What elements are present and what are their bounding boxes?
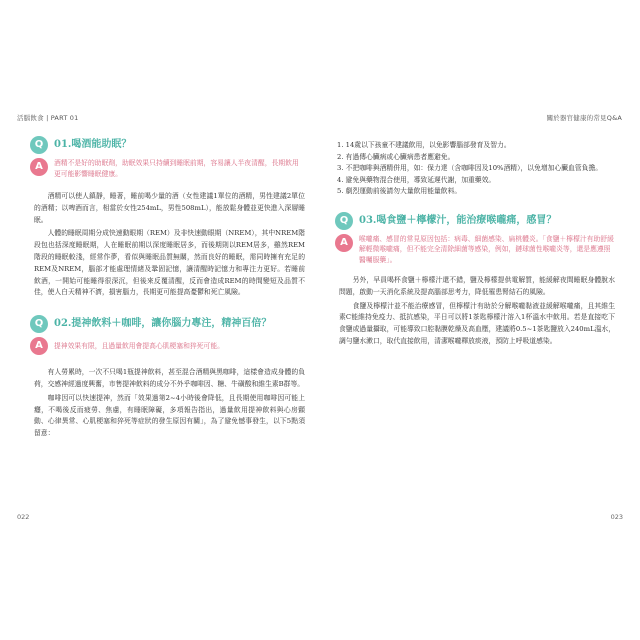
paragraph: 另外，早員喝杯食鹽＋檸檬汁還不錯，鹽及檸檬提供電解質，能緩解夜間睡眠身體脫水問題，啟動一天消化系統及提高腦部思考力，降低罹患腎結石的風險。 [339, 276, 615, 296]
answer-3 [335, 234, 615, 266]
list-item: 5. 劇烈運動前後請勿大量飲用能量飲料。 [337, 187, 462, 195]
a-badge-icon: A [30, 337, 48, 355]
answer-1 [30, 158, 305, 179]
paragraph: 人體的睡眠周期分成快速動眼期（REM）及非快速動眼期（NREM），其中NREM階段包也括深度睡眠期，人在睡眠前期以深度睡眠居多，而後期則以REM居多，雖然REM階段的睡眠較淺，經常作夢，看似與睡眠品質無關，然而良好的睡眠，需同時擁有充足的REM及NREM，腦部才能處理情緒及鞏固記憶，讓清醒時記憶力和專注力更好。若睡前飲酒，一開始可能睡得很深沉，但後來反覆清醒，反而會造成REM的時間變短及品質不佳，使人白天精神不濟，損害腦力，長期更可能提高憂鬱和死亡風險。 [34, 229, 305, 297]
paragraph: 咖啡因可以快速提神，然而「效果過第2~4小時後會降低，且長期使用咖啡因可能上癮，不喝後反而疲勞、焦慮，有睡眠障礙，多項報告指出，過量飲用提神飲料與心房顫動、心律異常、心肌梗塞和猝死等症狀的發生原因有關」，為了避免憾事發生，以下5點須留意： [34, 393, 305, 438]
answer-text: 喉嚨痛、感冒的常見原因包括：病毒、細菌感染、扁桃體炎。「食鹽＋檸檬汁有助舒緩解輕微喉嚨痛，但不能完全清除細菌等感染，例如，鏈球菌性喉嚨炎等，還是應遵照醫囑服藥」。 [359, 234, 614, 264]
answer-2-body [30, 367, 305, 440]
question-3 [335, 212, 615, 230]
right-page [335, 140, 615, 350]
answer-text: 酒精不是好的助眠劑，助眠效果只持續到睡眠前期，容易讓人半夜清醒，長期飲用更可能影響睡眠健康。 [54, 159, 299, 178]
precaution-list [335, 140, 615, 198]
q-badge-icon: Q [30, 136, 48, 154]
q-badge-icon: Q [335, 212, 353, 230]
question-title: 01.喝酒能助眠？ [54, 139, 132, 150]
list-item: 1. 14歲以下孩童不建議飲用，以免影響腦部發育及智力。 [337, 141, 511, 149]
a-badge-icon: A [335, 234, 353, 252]
question-title: 03.喝食鹽＋檸檬汁，能治療喉嚨痛，感冒？ [359, 214, 557, 226]
left-page [30, 136, 305, 442]
page-number-right: 023 [610, 513, 623, 521]
running-header-left: 活腦飲食 | PART 01 [17, 114, 79, 122]
paragraph: 食鹽及檸檬汁並不能治療感冒，但檸檬汁有助於分解喉嚨黏液並緩解喉嚨痛，且其維生素C能維持免疫力、抵抗感染，平日可以將1茶匙檸檬汁溶入1杯溫水中飲用。若是直接吃下食鹽或過量攝取，可能導致口腔黏膜乾燥及高血壓，建議將0.5~1茶匙鹽放入240mL溫水，調勻鹽水漱口，取代直接飲用，清潔喉嚨釋放痰液，預防上呼吸道感染。 [339, 301, 615, 345]
a-badge-icon: A [30, 158, 48, 176]
paragraph: 酒精可以使人鎮靜，睡著，睡前喝少量的酒（女性建議1單位的酒精，男性建議2單位的酒精；以啤酒而言，相當於女性254mL，男性508mL），能放鬆身體並更快進入深層睡眠。 [34, 192, 305, 224]
list-item: 2. 有過傳心臟病或心臟病患者應避免。 [337, 152, 455, 161]
answer-1-body [30, 191, 305, 299]
list-item: 4. 避免與藥物混合使用，導致延遲代謝，加重藥效。 [337, 175, 496, 184]
q-badge-icon: Q [30, 315, 48, 333]
answer-text: 提神效果有限，且過量飲用會提高心肌梗塞和猝死可能。 [54, 342, 224, 351]
running-header-right: 關於器官健康的常見Q&A [546, 114, 622, 122]
question-2 [30, 315, 305, 333]
paragraph: 有人勞累時，一次不只喝1瓶提神飲料，甚至混合酒精與黑咖啡，這樣會造成身體的負荷，交感神經過度興奮，市售提神飲料的成分不外乎咖啡因、糖、牛磺酸和維生素B群等。 [34, 368, 305, 388]
list-item: 3. 不把咖啡與酒精併用，如：保力達（含咖啡因及10%酒精），以免增加心臟血管負擔。 [337, 164, 603, 172]
question-title: 02.提神飲料＋咖啡，讓你腦力專注，精神百倍？ [54, 318, 272, 330]
answer-3-body [335, 275, 615, 348]
question-1 [30, 136, 305, 154]
page-number-left: 022 [17, 513, 30, 521]
answer-2 [30, 337, 305, 355]
